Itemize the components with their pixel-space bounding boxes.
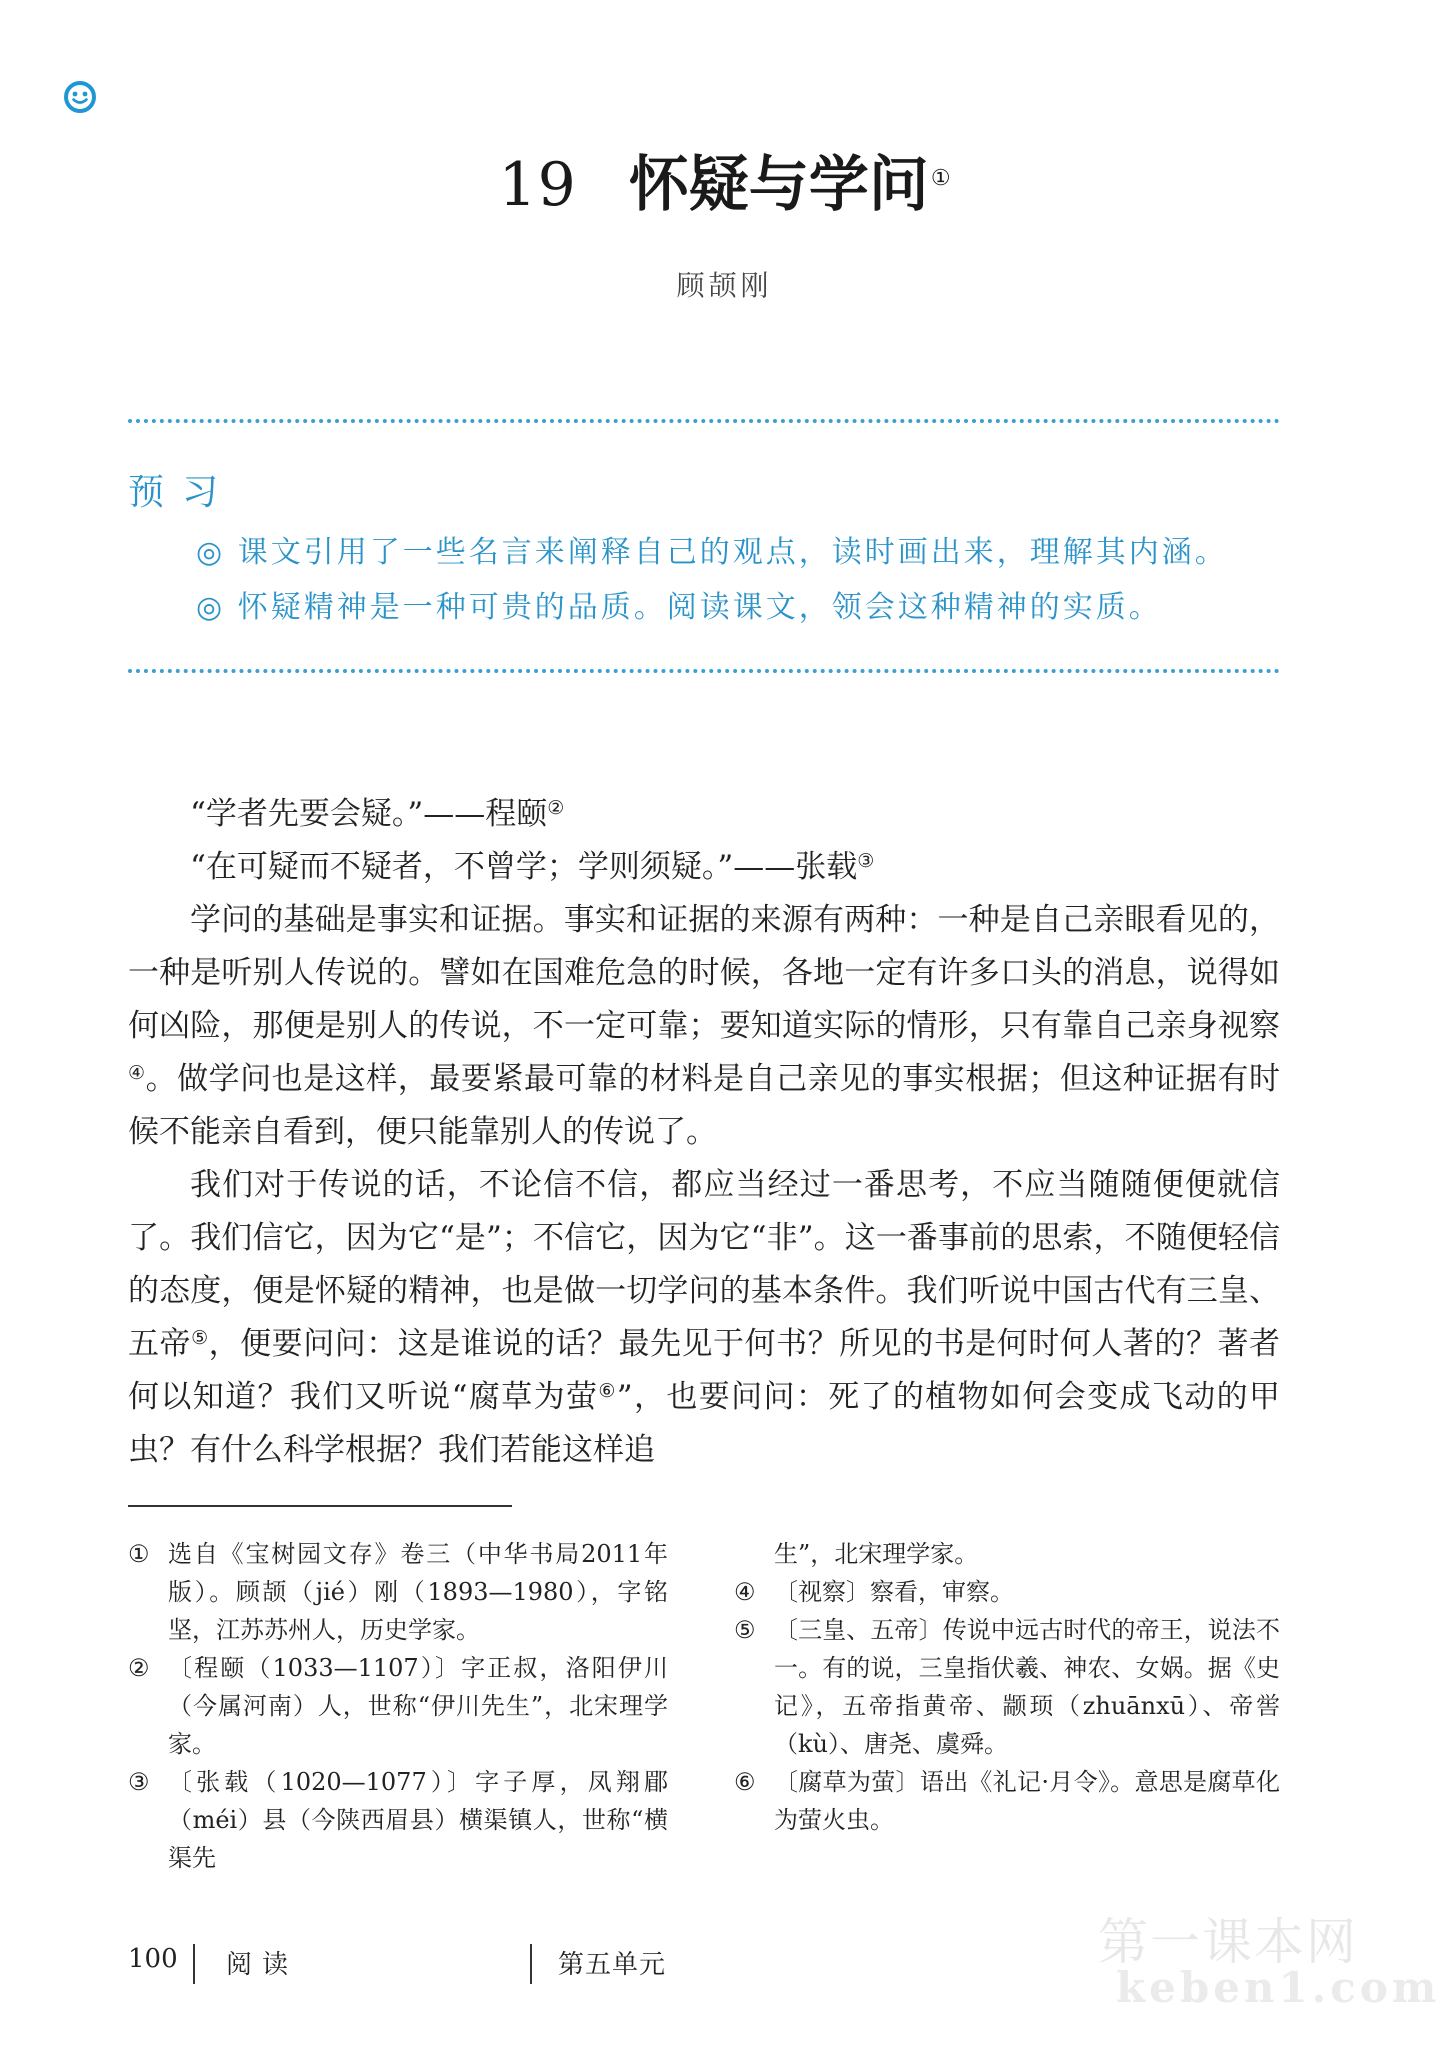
footnote-mark: ② xyxy=(128,1654,150,1682)
footnote-item xyxy=(734,1611,1280,1763)
footnote-text: 〔三皇、五帝〕传说中远古时代的帝王，说法不一。有的说，三皇指伏羲、神农、女娲。据《史记》，五帝指黄帝、颛顼（zhuānxū）、帝喾（kù）、唐尧、虞舜。 xyxy=(774,1616,1280,1758)
watermark-site-name: 第一课本网 xyxy=(1098,1913,1358,1971)
footnote-mark: ⑥ xyxy=(734,1768,756,1796)
footnote-marker[interactable]: ③ xyxy=(857,850,875,872)
footnotes-left-column xyxy=(128,1535,668,1877)
page-number: 100 xyxy=(128,1944,178,1974)
footnote-item xyxy=(128,1763,668,1877)
dotted-divider-bottom xyxy=(128,669,1280,673)
footer-section-label: 阅读 xyxy=(226,1950,299,1980)
preview-item: ◎ 怀疑精神是一种可贵的品质。阅读课文，领会这种精神的实质。 xyxy=(196,590,1162,625)
footnote-mark: ① xyxy=(128,1540,150,1568)
body-paragraph: 学问的基础是事实和证据。事实和证据的来源有两种：一种是自己亲眼看见的，一种是听别人传说的。譬如在国难危急的时候，各地一定有许多口头的消息，说得如何凶险，那便是别人的传说，不一定可靠；要知道实际的情形，只有靠自己亲身视察④。做学问也是这样，最要紧最可靠的材料是自己亲见的事实根据；但这种证据有时候不能亲自看到，便只能靠别人的传说了。 xyxy=(128,902,1280,1150)
footnotes-right-column xyxy=(734,1535,1280,1839)
footnote-mark: ④ xyxy=(734,1578,756,1606)
footnote-marker[interactable]: ② xyxy=(547,797,565,819)
dotted-divider-top xyxy=(128,419,1280,423)
footnote-marker[interactable]: ⑤ xyxy=(191,1327,209,1349)
footnote-text: 选自《宝树园文存》卷三（中华书局2011年版）。顾颉（jié）刚（1893—1980），字铭坚，江苏苏州人，历史学家。 xyxy=(168,1540,668,1644)
footnote-text: 〔腐草为萤〕语出《礼记·月令》。意思是腐草化为萤火虫。 xyxy=(774,1768,1280,1834)
footnote-item xyxy=(734,1573,1280,1611)
watermark-site-domain: keben1.com xyxy=(1116,1963,1441,2012)
footer-divider xyxy=(193,1944,195,1984)
author-name: 顾颉刚 xyxy=(676,269,773,302)
footnote-item xyxy=(734,1763,1280,1839)
footnote-text: 生”，北宋理学家。 xyxy=(774,1540,979,1568)
quote-paragraph: “学者先要会疑。”——程颐② xyxy=(190,796,565,832)
footer-divider xyxy=(530,1944,532,1984)
footnote-mark: ③ xyxy=(128,1768,150,1796)
footnote-item xyxy=(128,1535,668,1649)
footnote-text: 〔程颐（1033—1107）〕字正叔，洛阳伊川（今属河南）人，世称“伊川先生”，北宋理学家。 xyxy=(168,1654,668,1758)
footnote-item xyxy=(128,1649,668,1763)
title-footnote-marker[interactable]: ① xyxy=(930,166,951,191)
article-body xyxy=(128,788,1280,1477)
lesson-title-text: 怀疑与学问 xyxy=(628,150,929,220)
lesson-title xyxy=(0,145,1449,225)
footnote-text: 〔张载（1020—1077）〕字子厚，凤翔郿（méi）县（今陕西眉县）横渠镇人，世称“横渠先 xyxy=(168,1768,668,1872)
footnote-continuation xyxy=(734,1535,1280,1573)
preview-item: ◎ 课文引用了一些名言来阐释自己的观点，读时画出来，理解其内涵。 xyxy=(196,535,1228,570)
smiley-face-icon xyxy=(63,80,97,114)
footnote-marker[interactable]: ⑥ xyxy=(598,1380,617,1402)
preview-heading: 预习 xyxy=(128,472,237,513)
footnote-rule xyxy=(128,1505,512,1507)
body-paragraph: 我们对于传说的话，不论信不信，都应当经过一番思考，不应当随随便便就信了。我们信它，因为它“是”；不信它，因为它“非”。这一番事前的思索，不随便轻信的态度，便是怀疑的精神，也是做一切学问的基本条件。我们听说中国古代有三皇、五帝⑤，便要问问：这是谁说的话？最先见于何书？所见的书是何时何人著的？著者何以知道？我们又听说“腐草为萤⑥”，也要问问：死了的植物如何会变成飞动的甲虫？有什么科学根据？我们若能这样追 xyxy=(128,1167,1280,1468)
lesson-number: 19 xyxy=(498,150,577,220)
footnote-mark: ⑤ xyxy=(734,1616,756,1644)
footer-unit-label: 第五单元 xyxy=(558,1950,667,1980)
footnote-marker[interactable]: ④ xyxy=(128,1062,146,1084)
quote-paragraph: “在可疑而不疑者，不曾学；学则须疑。”——张载③ xyxy=(190,849,875,885)
footnote-text: 〔视察〕察看，审察。 xyxy=(774,1578,1014,1606)
